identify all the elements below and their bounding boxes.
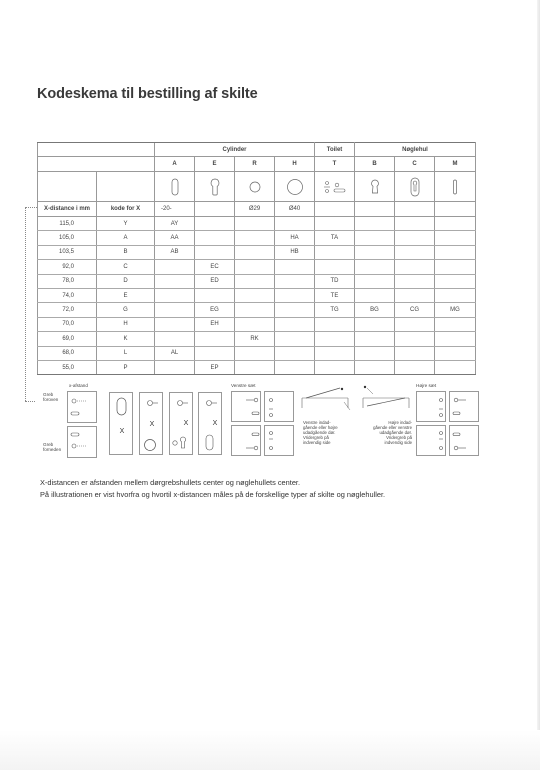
h-diameter: Ø40 (275, 202, 315, 217)
cell-h: HB (275, 245, 315, 259)
cell-h (275, 360, 315, 374)
cell-x: 115,0 (38, 217, 97, 231)
cell-h (275, 317, 315, 331)
cell-m (435, 317, 476, 331)
cell-e: EP (195, 360, 235, 374)
euro-profile-keyhole-icon (209, 178, 221, 196)
grip-front-plate (67, 391, 97, 423)
cell-b: BG (355, 303, 395, 317)
x-mark: X (119, 428, 125, 435)
cell-r (235, 346, 275, 360)
grip-front-label: Greb foroven (43, 392, 59, 403)
cell-x: 72,0 (38, 303, 97, 317)
right-set-plate-3 (416, 425, 446, 456)
table-row (38, 274, 476, 288)
table-row (38, 317, 476, 331)
cell-c (395, 346, 435, 360)
cell-m (435, 360, 476, 374)
group-toilet: Toilet (315, 143, 355, 157)
toilet-lock-icon (322, 180, 348, 194)
cell-e: ED (195, 274, 235, 288)
keyhole-b-icon (369, 178, 381, 196)
cell-b (355, 245, 395, 259)
cell-c (395, 245, 435, 259)
plate-round-large-drawing (140, 393, 164, 456)
cell-x: 105,0 (38, 231, 97, 245)
cell-k: L (97, 346, 155, 360)
table-row (38, 360, 476, 374)
cell-k: Y (97, 217, 155, 231)
table-row (38, 260, 476, 274)
column-letter-row (38, 157, 476, 172)
oval-slot-icon (170, 178, 180, 196)
cell-t (315, 317, 355, 331)
cell-r (235, 231, 275, 245)
cell-t: TD (315, 274, 355, 288)
cell-a (155, 360, 195, 374)
cell-a (155, 260, 195, 274)
cell-x: 78,0 (38, 274, 97, 288)
table-row (38, 288, 476, 302)
grip-front-drawing (68, 392, 98, 424)
cell-c (395, 288, 435, 302)
cell-t (315, 260, 355, 274)
table-row (38, 346, 476, 360)
cell-b (355, 274, 395, 288)
right-set-plate-4-drawing (450, 426, 480, 457)
cell-a (155, 332, 195, 346)
group-keyhole: Nøglehul (355, 143, 476, 157)
cell-r (235, 245, 275, 259)
cell-m (435, 346, 476, 360)
left-set-plate-2-drawing (265, 392, 295, 423)
plate-keyhole (198, 392, 222, 455)
left-door-diagram (300, 384, 352, 414)
cell-c (395, 274, 435, 288)
cell-h (275, 260, 315, 274)
grip-bottom-drawing (68, 427, 98, 459)
cell-a: AB (155, 245, 195, 259)
cell-b (355, 332, 395, 346)
code-header: kode for X (97, 202, 155, 217)
cell-a (155, 274, 195, 288)
cell-m (435, 217, 476, 231)
right-set-plate-2-drawing (450, 392, 480, 423)
cell-r (235, 303, 275, 317)
left-set-plate-3-drawing (232, 426, 262, 457)
cell-e (195, 346, 235, 360)
col-e: E (195, 157, 235, 172)
code-table (37, 142, 476, 375)
col-b: B (355, 157, 395, 172)
xdistance-bracket-top (25, 207, 37, 208)
left-set-plate-4 (264, 425, 294, 456)
group-cylinder: Cylinder (155, 143, 315, 157)
cell-m (435, 260, 476, 274)
left-set-plate-4-drawing (265, 426, 295, 457)
cell-r (235, 217, 275, 231)
plate-oval-drawing (110, 393, 134, 456)
xafstand-label: x-afstand (69, 383, 88, 388)
group-header-row (38, 143, 476, 157)
plate-euro-profile (169, 392, 193, 455)
plate-round-large (139, 392, 163, 455)
cell-t (315, 332, 355, 346)
grip-bottom-label: Greb forneden (43, 442, 62, 453)
left-set-plate-2 (264, 391, 294, 422)
cell-h (275, 274, 315, 288)
page-bottom-fade (0, 730, 540, 770)
cell-b (355, 260, 395, 274)
cell-b (355, 288, 395, 302)
cell-m (435, 245, 476, 259)
left-set-plate-1-drawing (232, 392, 262, 423)
x-mark: X (149, 421, 155, 428)
right-door-diagram (359, 384, 411, 414)
cell-b (355, 231, 395, 245)
x-mark: X (212, 420, 218, 427)
cell-b (355, 360, 395, 374)
cell-r: RK (235, 332, 275, 346)
cell-t (315, 245, 355, 259)
footer-line-1: X-distancen er afstanden mellem dørgrebshullets center og nøglehullets center. (40, 478, 301, 487)
cell-k: G (97, 303, 155, 317)
left-set-label: Venstre sæt (231, 383, 256, 388)
right-set-plate-1 (416, 391, 446, 422)
right-set-label: Højre sæt (416, 383, 437, 388)
footer-explanation (40, 477, 385, 500)
cell-e: EH (195, 317, 235, 331)
cell-b (355, 317, 395, 331)
cell-x: 74,0 (38, 288, 97, 302)
cell-x: 70,0 (38, 317, 97, 331)
cell-c: CG (395, 303, 435, 317)
cell-t: TE (315, 288, 355, 302)
shape-icon-row (38, 172, 476, 202)
cell-r (235, 274, 275, 288)
cell-t (315, 360, 355, 374)
a-dimension: -20- (155, 202, 195, 217)
cell-b (355, 346, 395, 360)
cell-e: EG (195, 303, 235, 317)
cell-k: C (97, 260, 155, 274)
col-t: T (315, 157, 355, 172)
cell-r (235, 260, 275, 274)
cell-e (195, 217, 235, 231)
cell-x: 68,0 (38, 346, 97, 360)
grip-bottom-plate (67, 426, 97, 458)
cell-c (395, 260, 435, 274)
code-table-body (38, 217, 476, 375)
round-hole-small-icon (248, 180, 262, 194)
cell-a: AY (155, 217, 195, 231)
cell-x: 55,0 (38, 360, 97, 374)
cell-a (155, 303, 195, 317)
cell-c (395, 360, 435, 374)
right-set-plate-3-drawing (417, 426, 447, 457)
cell-a (155, 317, 195, 331)
col-h: H (275, 157, 315, 172)
cell-m: MG (435, 303, 476, 317)
cell-h (275, 217, 315, 231)
cell-k: K (97, 332, 155, 346)
cell-k: B (97, 245, 155, 259)
plate-keyhole-drawing (199, 393, 223, 456)
cell-e (195, 332, 235, 346)
cell-k: H (97, 317, 155, 331)
r-diameter: Ø29 (235, 202, 275, 217)
cell-t (315, 217, 355, 231)
left-set-plate-3 (231, 425, 261, 456)
cell-a (155, 288, 195, 302)
cell-m (435, 288, 476, 302)
keyhole-m-slot-icon (451, 178, 459, 196)
cell-h (275, 288, 315, 302)
cell-t (315, 346, 355, 360)
cell-e (195, 231, 235, 245)
plate-oval-cylinder (109, 392, 133, 455)
cell-h (275, 303, 315, 317)
cell-h (275, 346, 315, 360)
cell-c (395, 231, 435, 245)
col-a: A (155, 157, 195, 172)
left-door-note: Venstre indad- gående eller højre udadgående dør. Vridergreb på indvendig side (303, 420, 338, 445)
cell-x: 92,0 (38, 260, 97, 274)
cell-m (435, 274, 476, 288)
col-m: M (435, 157, 476, 172)
cell-x: 103,5 (38, 245, 97, 259)
table-row (38, 303, 476, 317)
cell-k: D (97, 274, 155, 288)
table-row (38, 231, 476, 245)
xdistance-header-row (38, 202, 476, 217)
cell-k: P (97, 360, 155, 374)
cell-c (395, 217, 435, 231)
right-door-note: Højre indad- gående eller venstre udadgående dør. Vridergreb på indvendig side (373, 420, 412, 445)
cell-t: TG (315, 303, 355, 317)
xdistance-bracket-bottom (25, 401, 35, 402)
right-set-plate-2 (449, 391, 479, 422)
cell-e (195, 288, 235, 302)
cell-m (435, 332, 476, 346)
cell-m (435, 231, 476, 245)
right-set-plate-1-drawing (417, 392, 447, 423)
table-row (38, 332, 476, 346)
cell-x: 69,0 (38, 332, 97, 346)
x-mark: X (183, 420, 189, 427)
cell-c (395, 332, 435, 346)
cell-r (235, 360, 275, 374)
footer-line-2: På illustrationen er vist hvorfra og hvortil x-distancen måles på de forskellige typer af skilte og nøglehuller. (40, 489, 386, 499)
cell-e: EC (195, 260, 235, 274)
left-set-plate-1 (231, 391, 261, 422)
plate-euro-drawing (170, 393, 194, 456)
keyhole-c-icon (409, 177, 421, 197)
cell-b (355, 217, 395, 231)
cell-e (195, 245, 235, 259)
cell-t: TA (315, 231, 355, 245)
cell-c (395, 317, 435, 331)
table-row (38, 245, 476, 259)
cell-a: AL (155, 346, 195, 360)
cell-h (275, 332, 315, 346)
cell-k: E (97, 288, 155, 302)
cell-k: A (97, 231, 155, 245)
round-hole-large-icon (286, 178, 304, 196)
cell-a: AA (155, 231, 195, 245)
cell-r (235, 317, 275, 331)
cell-h: HA (275, 231, 315, 245)
xdistance-bracket-line (25, 207, 26, 401)
col-r: R (235, 157, 275, 172)
col-c: C (395, 157, 435, 172)
xdistance-header: X-distance i mm (38, 202, 97, 217)
right-set-plate-4 (449, 425, 479, 456)
page-title: Kodeskema til bestilling af skilte (37, 86, 258, 102)
table-row (38, 217, 476, 231)
cell-r (235, 288, 275, 302)
